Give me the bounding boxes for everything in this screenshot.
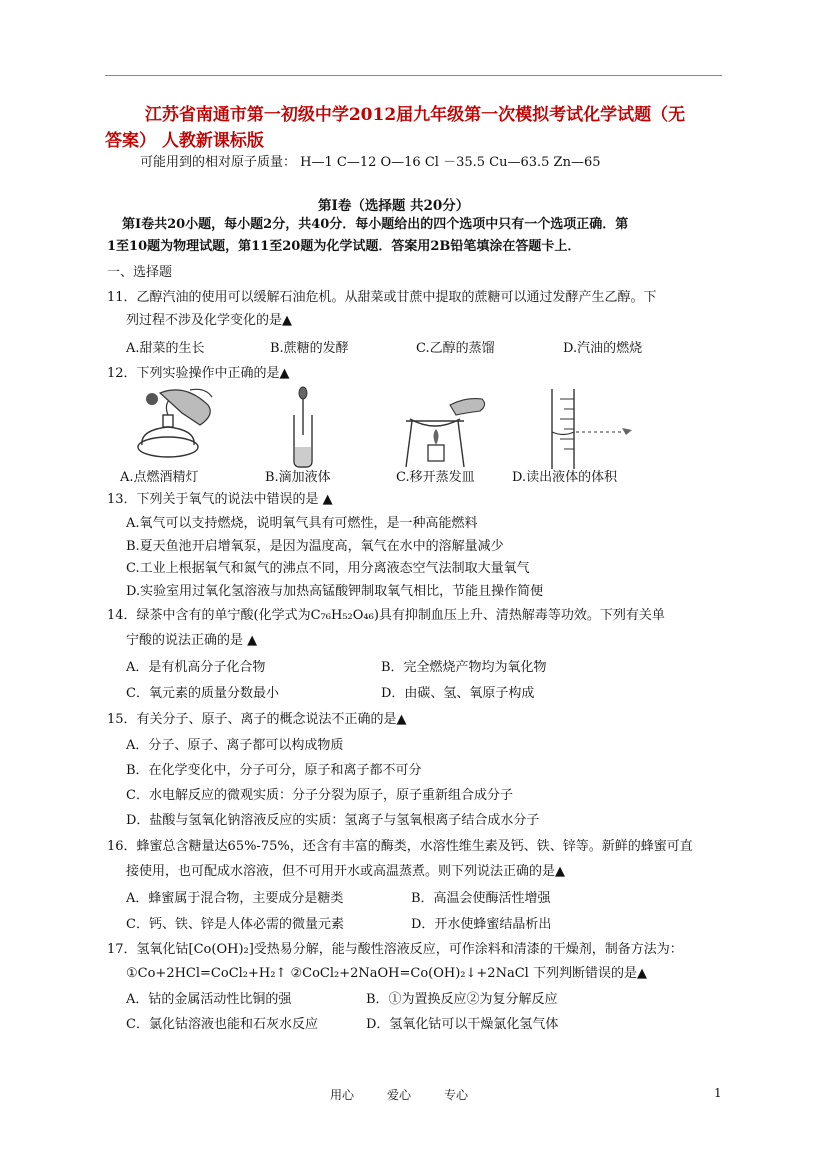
q11-line-2: 列过程不涉及化学变化的是▲ (126, 313, 292, 328)
footer-middle: 爱心 (387, 1088, 412, 1102)
q16-option-d: D．开水使蜂蜜结晶析出 (411, 917, 552, 932)
q14-option-d: D．由碳、氢、氧原子构成 (381, 686, 535, 701)
q13-option-d: D.实验室用过氧化氢溶液与加热高锰酸钾制取氧气相比，节能且操作简便 (126, 584, 544, 599)
q13-option-a: A.氧气可以支持燃烧，说明氧气具有可燃性，是一种高能燃料 (126, 516, 478, 531)
instructions-line-2: 1至10题为物理试题，第11至20题为化学试题．答案用2B铅笔填涂在答题卡上． (107, 239, 581, 254)
q14-option-b: B．完全燃烧产物均为氧化物 (381, 660, 547, 675)
q17-option-c: C．氯化钴溶液也能和石灰水反应 (126, 1017, 318, 1032)
q16-line-1: 16．蜂蜜总含糖量达65%-75%，还含有丰富的酶类，水溶性维生素及钙、铁、锌等。新鲜的蜂蜜可直 (107, 839, 693, 854)
q12-option-c: C.移开蒸发皿 (396, 470, 475, 485)
q12-option-b: B.滴加液体 (265, 470, 331, 485)
q17-line-2: ①Co+2HCl=CoCl₂+H₂↑ ②CoCl₂+2NaOH=Co(OH)₂↓+2NaCl 下列判断错误的是▲ (126, 966, 647, 981)
footer-right: 专心 (444, 1088, 469, 1102)
q17-option-b: B．①为置换反应②为复分解反应 (366, 992, 558, 1007)
title-line-1: 江苏省南通市第一初级中学2012届九年级第一次模拟考试化学试题（无 (144, 105, 686, 125)
footer-left: 用心 (330, 1088, 355, 1102)
alcohol-lamp-figure (130, 385, 220, 465)
q16-line-2: 接使用，也可配成水溶液，但不可用开水或高温蒸煮。则下列说法正确的是▲ (126, 864, 565, 879)
q13-option-b: B.夏天鱼池开启增氧泵，是因为温度高，氧气在水中的溶解量减少 (126, 539, 504, 554)
q12-option-a: A.点燃酒精灯 (120, 470, 199, 485)
q15-option-d: D．盐酸与氢氧化钠溶液反应的实质：氢离子与氢氧根离子结合成水分子 (126, 813, 540, 828)
q11-option-a: A.甜菜的生长 (126, 341, 205, 356)
q17-option-d: D．氢氧化钴可以干燥氯化氢气体 (366, 1017, 559, 1032)
q14-option-a: A．是有机高分子化合物 (126, 660, 266, 675)
q16-option-b: B．高温会使酶活性增强 (411, 891, 551, 906)
q12-line-1: 12．下列实验操作中正确的是▲ (107, 366, 290, 381)
q15-option-a: A．分子、原子、离子都可以构成物质 (126, 738, 344, 753)
instructions-line-1: 第Ⅰ卷共20小题，每小题2分，共40分．每小题给出的四个选项中只有一个选项正确．第 (122, 217, 629, 232)
q14-line-1: 14．绿茶中含有的单宁酸(化学式为C₇₆H₅₂O₄₆)具有抑制血压上升、清热解毒等功效。下列有关单 (107, 608, 665, 623)
section-title: 第Ⅰ卷（选择题 共20分） (318, 198, 470, 214)
q13-option-c: C.工业上根据氧气和氮气的沸点不同，用分离液态空气法制取大量氧气 (126, 561, 530, 576)
q15-line-1: 15．有关分子、原子、离子的概念说法不正确的是▲ (107, 712, 407, 727)
part-heading: 一、选择题 (107, 265, 173, 280)
q15-option-b: B．在化学变化中，分子可分，原子和离子都不可分 (126, 763, 422, 778)
atomic-masses: 可能用到的相对原子质量： H—1 C—12 O—16 Cl －35.5 Cu—63.5 Zn—65 (140, 155, 601, 170)
header-rule (105, 75, 722, 76)
q13-line-1: 13．下列关于氧气的说法中错误的是 ▲ (107, 492, 333, 507)
q16-option-c: C．钙、铁、锌是人体必需的微量元素 (126, 917, 344, 932)
q14-option-c: C．氧元素的质量分数最小 (126, 686, 279, 701)
page-number: 1 (714, 1086, 722, 1100)
q14-line-2: 宁酸的说法正确的是 ▲ (126, 633, 258, 648)
q15-option-c: C．水电解反应的微观实质：分子分裂为原子，原子重新组合成分子 (126, 788, 513, 803)
q12-option-d: D.读出液体的体积 (512, 470, 618, 485)
q17-option-a: A．钴的金属活动性比铜的强 (126, 992, 292, 1007)
evaporating-dish-figure (400, 385, 490, 470)
graduated-cylinder-figure (540, 385, 640, 470)
exam-title (105, 102, 725, 154)
title-line-2: 答案） 人教新课标版 (105, 131, 264, 151)
dropper-figure (278, 385, 328, 470)
q11-option-d: D.汽油的燃烧 (563, 341, 643, 356)
q11-option-c: C.乙醇的蒸馏 (416, 341, 495, 356)
q16-option-a: A．蜂蜜属于混合物，主要成分是糖类 (126, 891, 344, 906)
q11-line-1: 11．乙醇汽油的使用可以缓解石油危机。从甜菜或甘蔗中提取的蔗糖可以通过发酵产生乙醇。下 (107, 290, 657, 305)
q11-option-b: B.蔗糖的发酵 (270, 341, 349, 356)
q17-line-1: 17．氢氧化钴[Co(OH)₂]受热易分解，能与酸性溶液反应，可作涂料和清漆的干燥剂，制备方法为： (107, 942, 683, 957)
